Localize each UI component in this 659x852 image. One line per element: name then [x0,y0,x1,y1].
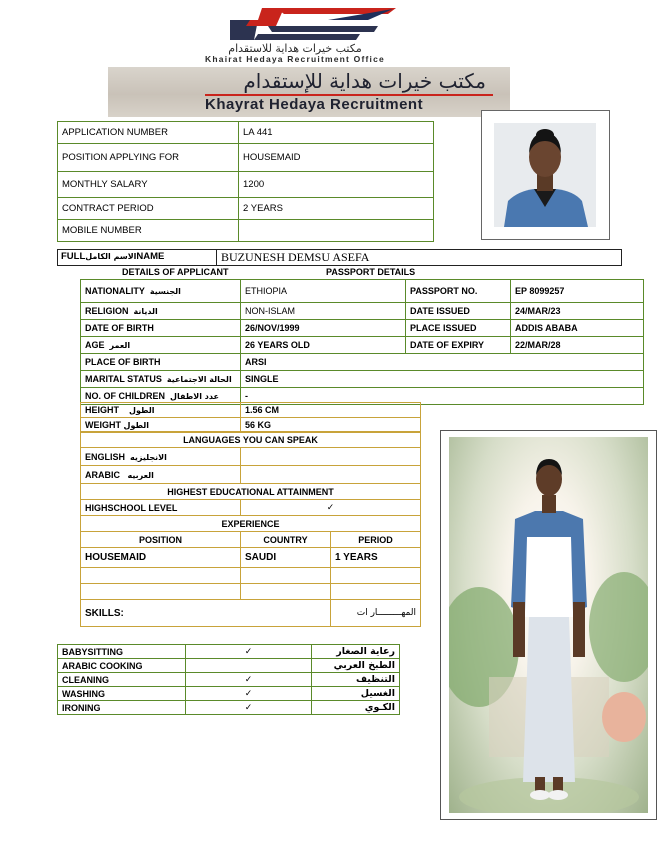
education-title: HIGHEST EDUCATIONAL ATTAINMENT [81,484,421,500]
name-divider [216,250,217,265]
table-row [81,484,421,500]
marital-status-value: SINGLE [241,371,644,388]
table-row [81,354,644,371]
age-label: AGE العمر [81,337,241,354]
details-table [80,279,644,405]
table-row [81,432,421,448]
skill-cleaning-arabic: التنظيف [312,673,400,687]
table-row [81,568,421,584]
table-row [81,320,644,337]
table-row [81,532,421,548]
skills-label: SKILLS: [81,600,331,627]
position-label: POSITION APPLYING FOR [58,144,239,172]
english-value [241,448,421,466]
religion-label: RELIGION الديانة [81,303,241,320]
skill-washing-check-icon: ✓ [186,687,312,701]
pob-value: ARSI [241,354,644,371]
experience-col-country: COUNTRY [241,532,331,548]
experience-title: EXPERIENCE [81,516,421,532]
experience-country: SAUDI [241,548,331,568]
salary-label: MONTHLY SALARY [58,172,239,198]
pob-label: PLACE OF BIRTH [81,354,241,371]
english-label: ENGLISH الانجليزيه [81,448,241,466]
details-header: DETAILS OF APPLICANT [122,267,229,277]
banner-english-title: Khayrat Hedaya Recruitment [205,96,424,113]
dob-value: 26/NOV/1999 [241,320,406,337]
age-value: 26 YEARS OLD [241,337,406,354]
full-name-label [61,251,164,262]
weight-value: 56 KG [241,418,421,433]
table-row [58,701,400,715]
place-issued-value: ADDIS ABABA [511,320,644,337]
children-value: - [241,388,644,405]
table-row [58,687,400,701]
table-row [81,548,421,568]
passport-header: PASSPORT DETAILS [326,267,416,277]
contract-period-label: CONTRACT PERIOD [58,198,239,220]
salary-value: 1200 [239,172,434,198]
table-row [58,122,434,144]
education-level: HIGHSCHOOL LEVEL [81,500,241,516]
application-number-label: APPLICATION NUMBER [58,122,239,144]
experience-position: HOUSEMAID [81,548,241,568]
date-expiry-value: 22/MAR/28 [511,337,644,354]
date-issued-label: DATE ISSUED [406,303,511,320]
full-name-value: BUZUNESH DEMSU ASEFA [221,250,370,264]
table-row [81,337,644,354]
skill-ironing-label: IRONING [58,701,186,715]
table-row [58,659,400,673]
full-name-label-en2: NAME [136,251,165,262]
table-row [81,600,421,627]
logo-caption [150,43,440,65]
table-row [81,516,421,532]
passport-no-label: PASSPORT NO. [406,280,511,303]
skill-arabic-cooking-arabic: الطبخ العربي [312,659,400,673]
skill-cleaning-check-icon: ✓ [186,673,312,687]
table-row [58,198,434,220]
table-row [58,144,434,172]
table-row [58,172,434,198]
children-label: NO. OF CHILDREN عدد الاطفال [81,388,241,405]
experience-col-position: POSITION [81,532,241,548]
arabic-value [241,466,421,484]
skill-washing-label: WASHING [58,687,186,701]
skill-ironing-check-icon: ✓ [186,701,312,715]
skill-cleaning-label: CLEANING [58,673,186,687]
experience-period: 1 YEARS [331,548,421,568]
full-name-label-ar: الاسم الكامل [85,252,137,261]
table-row [58,645,400,659]
skill-babysitting-check-icon: ✓ [186,645,312,659]
table-row [81,466,421,484]
table-row [81,500,421,516]
position-value: HOUSEMAID [239,144,434,172]
experience-col-period: PERIOD [331,532,421,548]
table-row [58,220,434,242]
weight-label: WEIGHT الطول [81,418,241,433]
application-number-value: LA 441 [239,122,434,144]
logo-english-caption: Khairat Hedaya Recruitment Office [205,54,385,64]
table-row [81,584,421,600]
skill-ironing-arabic: الكـوي [312,701,400,715]
marital-status-label: MARITAL STATUS الحالة الاجتماعية [81,371,241,388]
full-body-photo [440,430,657,820]
banner-arabic-title: مكتب خيرات هداية للإستقدام [243,69,486,93]
dob-label: DATE OF BIRTH [81,320,241,337]
contract-period-value: 2 YEARS [239,198,434,220]
full-name-label-en1: FULL [61,251,86,262]
skill-washing-arabic: الغسيل [312,687,400,701]
skills-arabic-label: المهـــــــــار ات [331,600,421,627]
table-row [81,448,421,466]
nationality-label: NATIONALITY الجنسية [81,280,241,303]
full-name-row [57,249,622,266]
skill-arabic-cooking-check-icon [186,659,312,673]
place-issued-label: PLACE ISSUED [406,320,511,337]
date-issued-value: 24/MAR/23 [511,303,644,320]
table-row [81,280,644,303]
table-row [81,403,421,418]
height-value: 1.56 CM [241,403,421,418]
company-logo-mark [228,6,398,44]
arabic-label: ARABIC العربيه [81,466,241,484]
table-row [81,371,644,388]
date-expiry-label: DATE OF EXPIRY [406,337,511,354]
passport-photo [481,110,610,240]
application-table [57,121,434,242]
logo-arabic-caption: مكتب خيرات هداية للاستقدام [228,42,362,55]
nationality-value: ETHIOPIA [241,280,406,303]
height-label: HEIGHT الطول [81,403,241,418]
education-check-icon: ✓ [241,500,421,516]
physical-table [80,402,421,433]
languages-experience-table [80,431,421,627]
table-row [58,673,400,687]
table-row [81,303,644,320]
languages-title: LANGUAGES YOU CAN SPEAK [81,432,421,448]
passport-no-value: EP 8099257 [511,280,644,303]
skill-babysitting-label: BABYSITTING [58,645,186,659]
office-banner [108,67,510,117]
skill-arabic-cooking-label: ARABIC COOKING [58,659,186,673]
skills-table [57,644,400,715]
mobile-number-label: MOBILE NUMBER [58,220,239,242]
skill-babysitting-arabic: رعاية الصغار [312,645,400,659]
religion-value: NON-ISLAM [241,303,406,320]
mobile-number-value [239,220,434,242]
